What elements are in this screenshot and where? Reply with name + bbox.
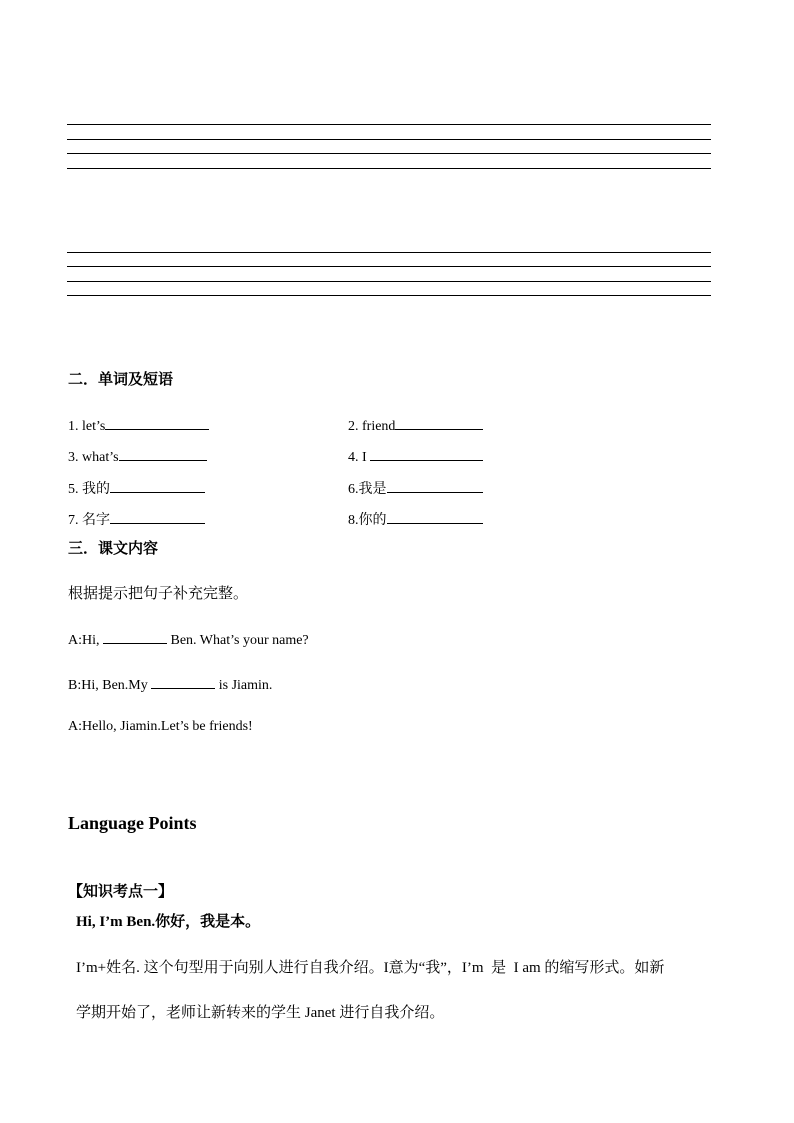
writing-line <box>67 295 711 296</box>
vocab-label: 2. friend <box>348 419 396 434</box>
writing-line <box>67 281 711 282</box>
vocab-label: 8.你的 <box>348 513 387 528</box>
language-points-title: Language Points <box>68 813 197 833</box>
answer-blank[interactable] <box>395 415 483 430</box>
vocab-label: 4. I <box>348 450 371 465</box>
answer-blank[interactable] <box>110 509 205 524</box>
answer-blank[interactable] <box>151 674 215 689</box>
answer-blank[interactable] <box>103 629 167 644</box>
answer-blank[interactable] <box>387 509 483 524</box>
vocab-item-5 <box>68 478 205 499</box>
dialogue-line-3 <box>68 718 253 736</box>
writing-line <box>67 266 711 267</box>
answer-blank[interactable] <box>387 478 483 493</box>
dialogue-text: is Jiamin. <box>215 678 273 693</box>
vocab-item-1 <box>68 415 209 436</box>
writing-line <box>67 153 711 154</box>
knowledge-point-label: 【知识考点一】 <box>68 882 174 900</box>
vocab-item-2 <box>348 415 483 436</box>
vocab-item-8 <box>348 509 483 530</box>
dialogue-text: A:Hi, <box>68 633 103 648</box>
vocab-item-7 <box>68 509 205 530</box>
vocab-item-6 <box>348 478 483 499</box>
vocab-item-3 <box>68 446 207 467</box>
answer-blank[interactable] <box>105 415 209 430</box>
vocab-label: 7. 名字 <box>68 513 110 528</box>
writing-line <box>67 139 711 140</box>
answer-blank[interactable] <box>370 446 483 461</box>
answer-blank[interactable] <box>110 478 205 493</box>
vocab-label: 3. what’s <box>68 450 119 465</box>
dialogue-line-1 <box>68 629 309 650</box>
vocab-label: 6.我是 <box>348 482 387 497</box>
answer-blank[interactable] <box>119 446 207 461</box>
writing-line <box>67 124 711 125</box>
dialogue-text: B:Hi, Ben.My <box>68 678 152 693</box>
vocab-item-4 <box>348 446 483 467</box>
vocab-label: 1. let’s <box>68 419 106 434</box>
vocab-label: 5. 我的 <box>68 482 110 497</box>
dialogue-text: A:Hello, Jiamin.Let’s be friends! <box>68 719 253 734</box>
knowledge-point-explanation: 学期开始了，老师让新转来的学生 Janet 进行自我介绍。 <box>76 1005 445 1021</box>
writing-line <box>67 168 711 169</box>
dialogue-line-2 <box>68 674 272 695</box>
section-heading-text-content: 三．课文内容 <box>68 539 159 557</box>
knowledge-point-explanation: I’m+姓名. 这个句型用于向别人进行自我介绍。I意为“我”，I’m 是 I am 的缩写形式。如新 <box>76 960 665 976</box>
instruction-text: 根据提示把句子补充完整。 <box>68 586 249 602</box>
knowledge-point-example: Hi, I’m Ben.你好，我是本。 <box>76 914 261 930</box>
dialogue-text: Ben. What’s your name? <box>167 633 309 648</box>
section-heading-vocabulary: 二．单词及短语 <box>68 370 174 388</box>
writing-line <box>67 252 711 253</box>
